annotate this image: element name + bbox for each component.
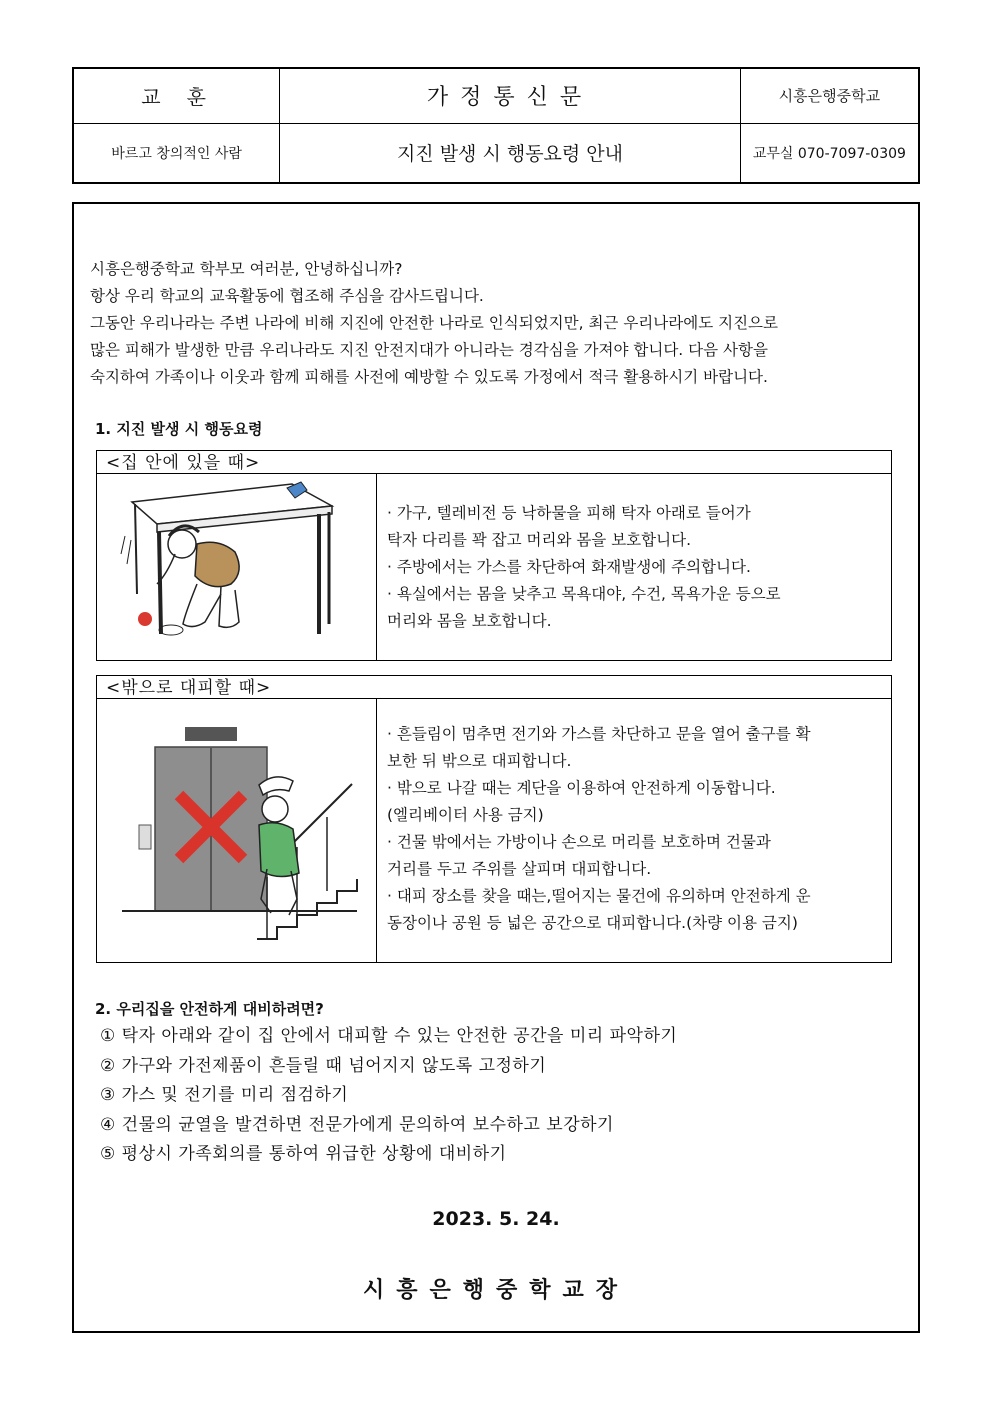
intro-line: 시흥은행중학교 학부모 여러분, 안녕하십니까? bbox=[90, 260, 403, 278]
section1-heading: 1. 지진 발생 시 행동요령 bbox=[95, 420, 263, 438]
list-item: ④ 건물의 균열을 발견하면 전문가에게 문의하여 보수하고 보강하기 bbox=[100, 1114, 614, 1135]
intro-paragraph bbox=[90, 256, 900, 391]
phone-number: 교무실 070-7097-0309 bbox=[752, 145, 906, 162]
principal-signature: 시흥은행중학교장 bbox=[362, 1278, 630, 1303]
phone-cell bbox=[740, 123, 919, 183]
outdoor-line: · 대피 장소를 찾을 때는,떨어지는 물건에 유의하며 안전하게 운 bbox=[387, 887, 811, 905]
indoor-text bbox=[387, 500, 887, 635]
intro-line: 숙지하여 가족이나 이웃과 함께 피해를 사전에 예방할 수 있도록 가정에서 적극 활용하시기 바랍니다. bbox=[90, 368, 768, 386]
list-item: ③ 가스 및 전기를 미리 점검하기 bbox=[100, 1085, 349, 1105]
motto-title-cell bbox=[73, 68, 280, 123]
indoor-line: 머리와 몸을 보호합니다. bbox=[387, 612, 552, 630]
notice-title: 지진 발생 시 행동요령 안내 bbox=[396, 143, 624, 166]
issue-date: 2023. 5. 24. bbox=[432, 1208, 560, 1230]
motto-cell bbox=[73, 123, 280, 183]
outdoor-line: · 건물 밖에서는 가방이나 손으로 머리를 보호하며 건물과 bbox=[387, 833, 771, 851]
outdoor-line: 거리를 두고 주위를 살피며 대피합니다. bbox=[387, 860, 652, 878]
outdoor-line: (엘리베이터 사용 금지) bbox=[387, 806, 544, 824]
notice-title-cell bbox=[280, 123, 741, 183]
outdoor-line: 보한 뒤 밖으로 대피합니다. bbox=[387, 752, 572, 770]
list-item: ② 가구와 가전제품이 흔들릴 때 넘어지지 않도록 고정하기 bbox=[100, 1055, 547, 1076]
header-table bbox=[72, 67, 920, 184]
outdoor-illustration bbox=[97, 699, 377, 962]
preparation-list bbox=[100, 1022, 677, 1170]
outdoor-heading: <밖으로 대피할 때> bbox=[96, 675, 892, 699]
outdoor-line: · 밖으로 나갈 때는 계단을 이용하여 안전하게 이동합니다. bbox=[387, 779, 776, 797]
doc-title-cell bbox=[280, 68, 741, 123]
motto-text: 바르고 창의적인 사람 bbox=[111, 145, 242, 162]
indoor-line: · 주방에서는 가스를 차단하여 화재발생에 주의합니다. bbox=[387, 558, 751, 576]
outdoor-text bbox=[387, 721, 887, 937]
indoor-line: · 욕실에서는 몸을 낮추고 목욕대야, 수건, 목욕가운 등으로 bbox=[387, 585, 781, 603]
intro-line: 항상 우리 학교의 교육활동에 협조해 주심을 감사드립니다. bbox=[90, 287, 484, 305]
list-item: ① 탁자 아래와 같이 집 안에서 대피할 수 있는 안전한 공간을 미리 파악하기 bbox=[100, 1026, 678, 1046]
school-name-cell bbox=[740, 68, 919, 123]
section2-heading: 2. 우리집을 안전하게 대비하려면? bbox=[95, 1000, 324, 1018]
intro-line: 그동안 우리나라는 주변 나라에 비해 지진에 안전한 나라로 인식되었지만, 최근 우리나라에도 지진으로 bbox=[90, 314, 778, 332]
indoor-line: 탁자 다리를 꽉 잡고 머리와 몸을 보호합니다. bbox=[387, 531, 692, 549]
list-item: ⑤ 평상시 가족회의를 통하여 위급한 상황에 대비하기 bbox=[100, 1144, 507, 1164]
outdoor-line: 동장이나 공원 등 넓은 공간으로 대피합니다.(차량 이용 금지) bbox=[387, 914, 798, 932]
indoor-box bbox=[96, 474, 892, 661]
motto-title: 교훈 bbox=[141, 85, 232, 110]
indoor-heading: <집 안에 있을 때> bbox=[96, 450, 892, 474]
outdoor-box bbox=[96, 699, 892, 963]
intro-line: 많은 피해가 발생한 만큼 우리나라도 지진 안전지대가 아니라는 경각심을 가져야 합니다. 다음 사항을 bbox=[90, 341, 768, 359]
outdoor-line: · 흔들림이 멈추면 전기와 가스를 차단하고 문을 열어 출구를 확 bbox=[387, 725, 811, 743]
indoor-line: · 가구, 텔레비전 등 낙하물을 피해 탁자 아래로 들어가 bbox=[387, 504, 751, 522]
doc-title: 가정통신문 bbox=[426, 85, 594, 111]
indoor-illustration bbox=[97, 474, 377, 660]
school-name: 시흥은행중학교 bbox=[778, 87, 881, 106]
